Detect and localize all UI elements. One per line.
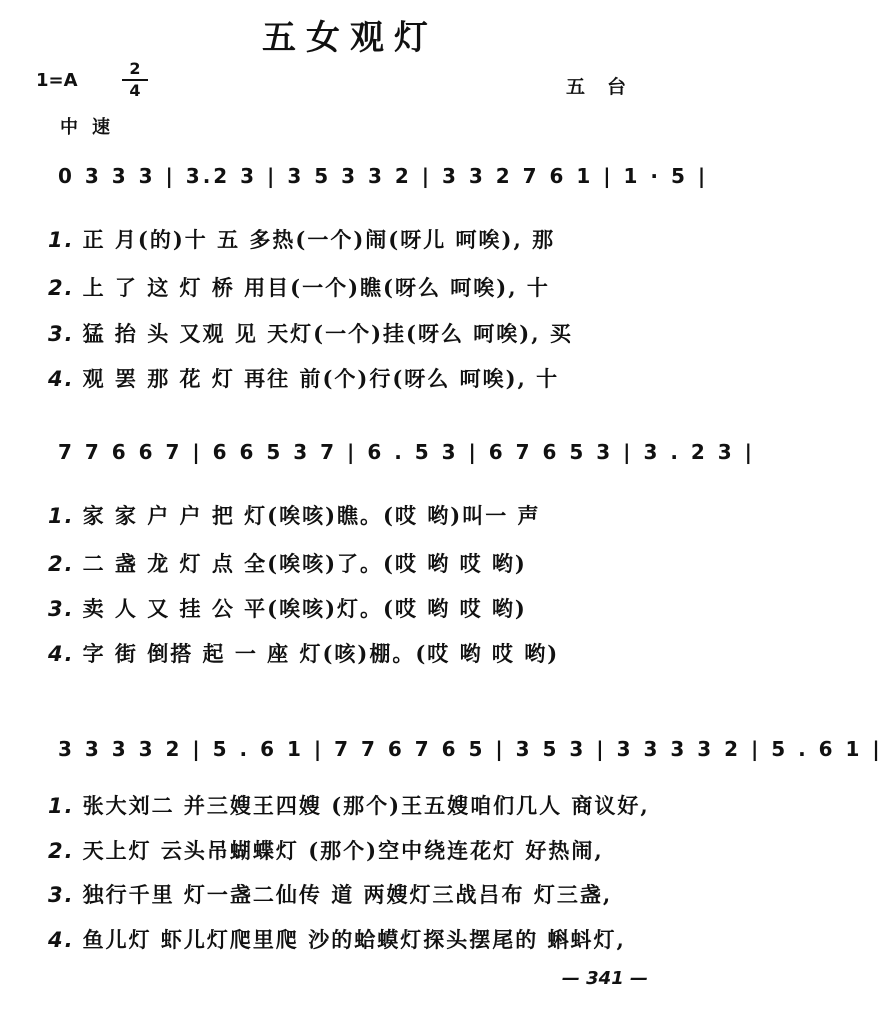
lyric-text: 家 家 户 户 把 灯(唉咳)瞧。(哎 哟)叫一 声 <box>82 503 541 528</box>
verse-number: 3. <box>48 322 75 346</box>
verse-number: 4. <box>48 367 75 391</box>
lyric-line <box>48 500 678 530</box>
lyric-text: 卖 人 又 挂 公 平(唉咳)灯。(哎 哟 哎 哟) <box>82 596 527 621</box>
verse-number: 1. <box>48 504 75 528</box>
lyric-text: 二 盏 龙 灯 点 全(唉咳)了。(哎 哟 哎 哟) <box>82 551 527 576</box>
notation-line <box>40 436 755 476</box>
lyric-line <box>48 879 678 909</box>
tempo-marking: 中速 <box>60 117 124 138</box>
verse-number: 3. <box>48 883 75 907</box>
lyric-text: 独行千里 灯一盏二仙传 道 两嫂灯三战吕布 灯三盏, <box>82 882 613 907</box>
lyric-line <box>48 593 678 623</box>
lyric-line <box>48 272 678 302</box>
lyric-line <box>48 224 678 254</box>
verse-number: 2. <box>48 839 75 863</box>
lyric-text: 正 月(的)十 五 多热(一个)闹(呀儿 呵唉), 那 <box>82 227 556 252</box>
notation-text: 7 7 6 6 7 | 6 6 5 3 7 | 6 . 5 3 | 6 7 6 5 3 | 3 . 2 3 | <box>58 440 755 464</box>
song-origin: 五台 <box>565 76 648 98</box>
notation-line <box>40 733 883 773</box>
lyric-text: 张大刘二 并三嫂王四嫂 (那个)王五嫂咱们几人 商议好, <box>82 793 650 818</box>
verse-number: 4. <box>48 928 75 952</box>
verse-number: 2. <box>48 552 75 576</box>
lyric-text: 天上灯 云头吊蝴蝶灯 (那个)空中绕连花灯 好热闹, <box>82 838 604 863</box>
lyric-line <box>48 835 678 865</box>
notation-text: 0 3 3 3 | 3.2 3 | 3 5 3 3 2 | 3 3 2 7 6 1 | 1 · 5 | <box>58 164 709 188</box>
notation-line <box>40 160 709 200</box>
lyric-text: 猛 抬 头 又观 见 天灯(一个)挂(呀么 呵唉), 买 <box>82 321 573 346</box>
lyric-line <box>48 638 678 668</box>
lyric-text: 上 了 这 灯 桥 用目(一个)瞧(呀么 呵唉), 十 <box>82 275 550 300</box>
verse-number: 4. <box>48 642 75 666</box>
lyric-text: 鱼儿灯 虾儿灯爬里爬 沙的蛤蟆灯探头摆尾的 蝌蚪灯, <box>82 927 626 952</box>
meter-bottom: 4 <box>129 81 141 100</box>
page-number: — 341 — <box>561 968 648 989</box>
song-title: 五女观灯 <box>262 18 438 58</box>
lyric-line <box>48 924 678 954</box>
lyric-text: 字 街 倒搭 起 一 座 灯(咳)棚。(哎 哟 哎 哟) <box>82 641 560 666</box>
lyric-line <box>48 318 678 348</box>
key-signature: 1=A <box>36 70 78 91</box>
verse-number: 3. <box>48 597 75 621</box>
lyric-line <box>48 790 678 820</box>
verse-number: 1. <box>48 794 75 818</box>
time-signature <box>122 60 148 100</box>
lyric-line <box>48 363 678 393</box>
notation-text: 3 3 3 3 2 | 5 . 6 1 | 7 7 6 7 6 5 | 3 5 3 | 3 3 3 3 2 | 5 . 6 1 | <box>58 737 883 761</box>
meter-top: 2 <box>129 59 141 78</box>
lyric-line <box>48 548 678 578</box>
verse-number: 1. <box>48 228 75 252</box>
verse-number: 2. <box>48 276 75 300</box>
lyric-text: 观 罢 那 花 灯 再往 前(个)行(呀么 呵唉), 十 <box>82 366 560 391</box>
